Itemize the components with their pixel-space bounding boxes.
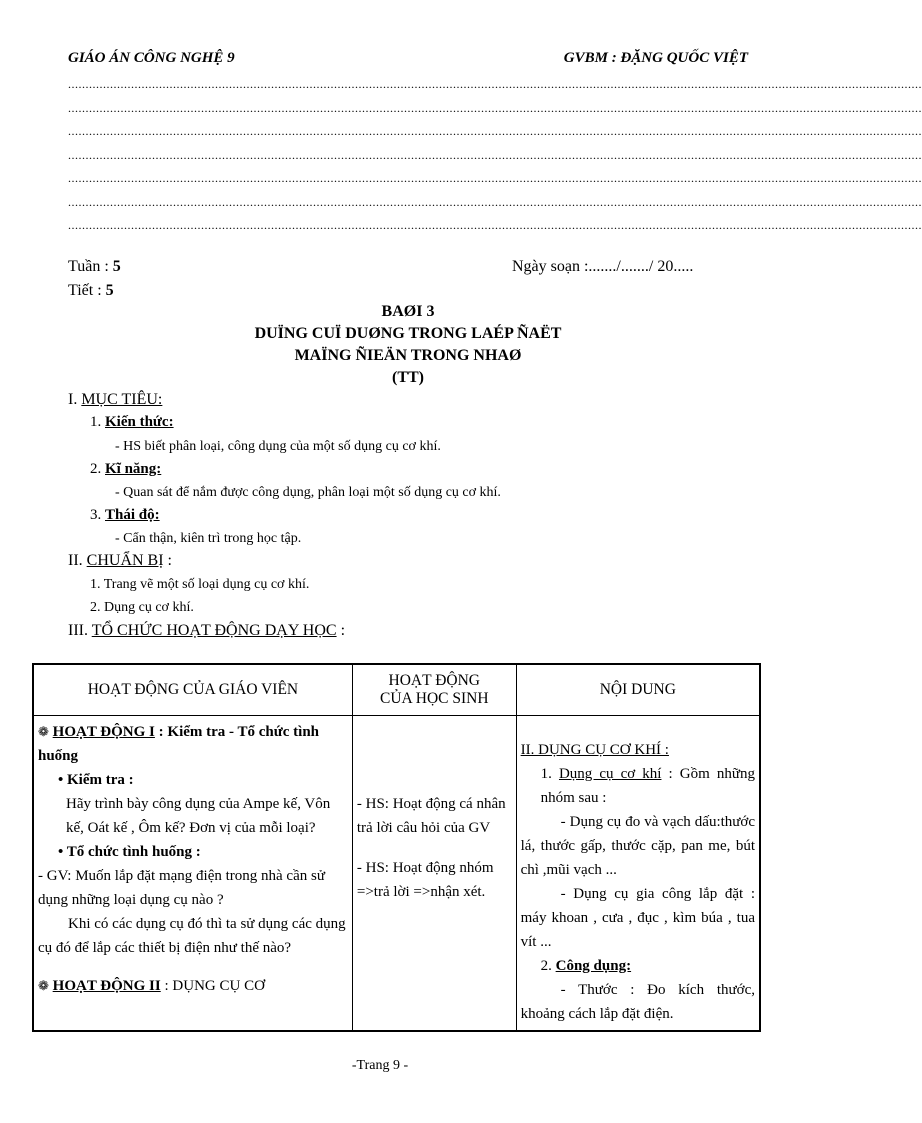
prep-item-2: 2. Dụng cụ cơ khí.	[90, 600, 194, 615]
period-line: Tiết : 5	[68, 282, 114, 299]
title-line-1: DUÏNG CUÏ DUØNG TRONG LAÉP ÑAËT	[254, 325, 562, 342]
student-cell: - HS: Hoạt động cá nhân trả lời câu hỏi của GV - HS: Hoạt động nhóm =>trả lời =>nhận xét.	[352, 716, 516, 1032]
sub-attitude: 3. Thái độ:	[90, 507, 160, 523]
section-objectives: I. MỤC TIÊU:	[68, 391, 163, 408]
dotted-lines: .................................................................................................................................................................................................................................................... .................................................................................................................................................................................................................................................... .................................................................................................................................................................................................................................................... .................................................................................................................................................................................................................................................... .................................................................................................................................................................................................................................................... .................................................................................................................................................................................................................................................... ....................................................................................................................................................................................................................................................	[68, 77, 922, 232]
col-header-content: NỘI DUNG	[516, 664, 760, 716]
content-cell: II. DỤNG CỤ CƠ KHÍ : 1. Dụng cụ cơ khí : Gồm những nhóm sau : - Dụng cụ đo và vạch dấu:thước lá, thước gấp, thước cặp, pan me, bút chì ,mũi vạch ... - Dụng cụ gia công lắp đặt : máy khoan , cưa , đục , kìm búa , tua vít ... 2. Công dụng: - Thước : Đo kích thước, khoảng cách lắp đặt điện.	[516, 716, 760, 1032]
col-header-student: HOẠT ĐỘNG CỦA HỌC SINH	[352, 664, 516, 716]
skills-text: - Quan sát để nắm được công dụng, phân loại một số dụng cụ cơ khí.	[115, 485, 501, 500]
prep-item-1: 1. Trang vẽ một số loại dụng cụ cơ khí.	[90, 577, 310, 592]
week-line: Tuần : 5	[68, 258, 121, 275]
sub-skills: 2. Kĩ năng:	[90, 461, 162, 477]
date-line: Ngày soạn :......./......./ 20.....	[512, 258, 694, 275]
sub-knowledge: 1. Kiến thức:	[90, 414, 174, 430]
section-activities: III. TỔ CHỨC HOẠT ĐỘNG DẠY HỌC :	[68, 622, 346, 639]
title-tt: (TT)	[392, 369, 424, 386]
header-right: GVBM : ĐẶNG QUỐC VIỆT	[563, 50, 748, 66]
activity-table	[32, 663, 761, 1032]
teacher-cell: ❁ HOẠT ĐỘNG I : Kiểm tra - Tổ chức tình huống • Kiểm tra : Hãy trình bày công dụng của Ampe kế, Vôn kế, Oát kế , Ôm kế? Đơn vị của mỗi loại? • Tổ chức tình huống : - GV: Muốn lắp đặt mạng điện trong nhà cần sử dụng những loại dụng cụ nào ? Khi có các dụng cụ đó thì ta sử dụng các dụng cụ đó để lắp các thiết bị điện như thế nào? ❁ HOẠT ĐỘNG II : DỤNG CỤ CƠ	[33, 716, 352, 1032]
attitude-text: - Cẩn thận, kiên trì trong học tập.	[115, 531, 302, 546]
section-preparation: II. CHUẨN BỊ :	[68, 552, 172, 569]
title-line-2: MAÏNG ÑIEÄN TRONG NHAØ	[294, 347, 522, 364]
col-header-teacher: HOẠT ĐỘNG CỦA GIÁO VIÊN	[33, 664, 352, 716]
knowledge-text: - HS biết phân loại, công dụng của một số dụng cụ cơ khí.	[115, 439, 441, 454]
title-lesson: BAØI 3	[381, 303, 435, 320]
page-footer: -Trang 9 -	[351, 1058, 409, 1073]
header-left: GIÁO ÁN CÔNG NGHỆ 9	[68, 50, 235, 66]
